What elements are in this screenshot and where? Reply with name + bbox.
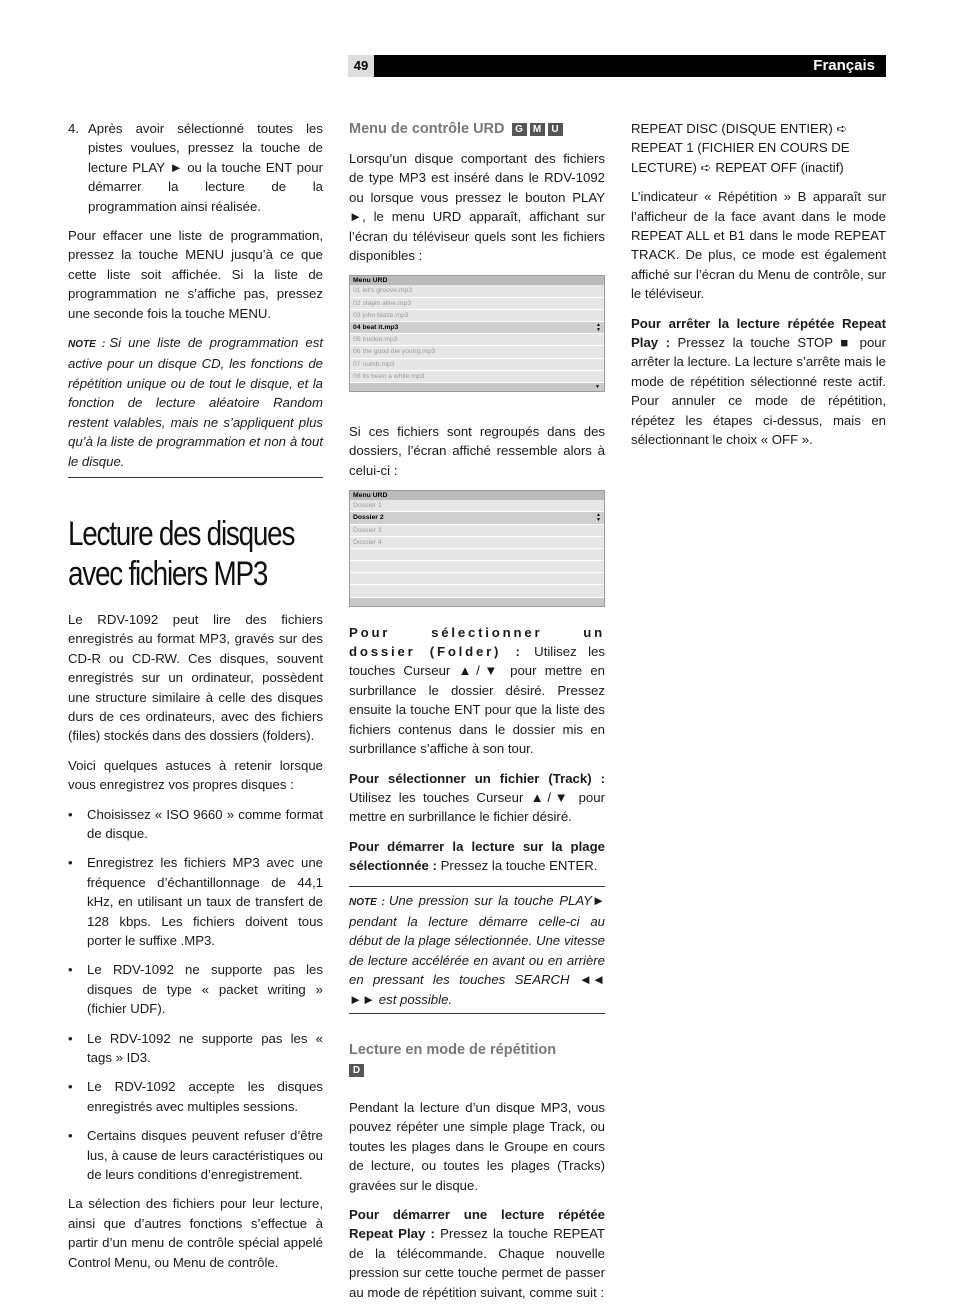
heading-urd-menu: Menu de contrôle URD G M U bbox=[349, 119, 605, 139]
paragraph-repeat-modes: REPEAT DISC (DISQUE ENTIER) ➪ REPEAT 1 (FICHIER EN COURS DE LECTURE) ➪ REPEAT OFF (inactif) bbox=[631, 121, 850, 175]
paragraph-repeat: Pendant la lecture d’un disque MP3, vous pouvez répéter une simple plage Track, ou toutes les plages dans le Groupe en cours de lecture, ou toutes les plages (Tracks) gravées sur le disque. bbox=[349, 1099, 605, 1193]
step-number: 4. bbox=[68, 121, 79, 136]
paragraph-indicator: L’indicateur « Répétition » B apparaît sur l’afficheur de la face avant dans le mode REPEAT ALL et B1 dans le mode REPEAT TRACK. De plus, ce mode est également affiché sur l’écran du Menu de contrôle, sur le téléviseur. bbox=[631, 189, 886, 302]
header-bar bbox=[348, 55, 886, 77]
screen-row: 05 truckin.mp3 bbox=[350, 334, 604, 346]
urd-screen-folders bbox=[349, 490, 605, 607]
note-text: Une pression sur la touche PLAY► pendant la lecture démarre celle-ci au début de la plage sélectionnée. Une vitesse de lecture accélérée en avant ou en arrière en pressant les touches SEARCH ◄◄ ►► est possible. bbox=[349, 892, 605, 1007]
paragraph-intro: Le RDV-1092 peut lire des fichiers enregistrés au format MP3, gravés sur des CD-R ou CD-RW. Ces disques, souvent enregistrés sur un ordinateur, possèdent une structure similaire à celle des disques durs de ces ordinateurs, avec des fichiers (files) stockés dans des dossiers (folders). bbox=[68, 611, 323, 744]
divider bbox=[349, 886, 605, 887]
screen-row-selected: Dossier 2 ▲ ▼ bbox=[350, 512, 604, 524]
urd-screen-files bbox=[349, 275, 605, 392]
column-right bbox=[631, 119, 886, 460]
badge-d: D bbox=[349, 1064, 364, 1077]
screen-row: 06 the good die young.mp3 bbox=[350, 346, 604, 358]
badge-g: G bbox=[512, 123, 527, 136]
scroll-arrows-icon: ▲ ▼ bbox=[596, 512, 601, 524]
step-text: Après avoir sélectionné toutes les pistes voulues, pressez la touche de lecture PLAY ► ou la touche ENT pour démarrer la lecture de la programmation ainsi réalisée. bbox=[88, 121, 323, 214]
language-label: Français bbox=[813, 57, 875, 74]
screen-row: 02 stayin alive.mp3 bbox=[350, 298, 604, 310]
screen-footer bbox=[350, 598, 604, 606]
screen-row: Dossier 4 bbox=[350, 537, 604, 549]
screen-row: Dossier 1 bbox=[350, 500, 604, 512]
scroll-arrows-icon: ▲ ▼ bbox=[596, 322, 601, 333]
paragraph-repeat-start: Pour démarrer une lecture répétée Repeat Play : Pressez la touche REPEAT de la télécommande. Chaque nouvelle pression sur cette touche permet de passer au mode de répétition suivant, comme suit : bbox=[349, 1207, 605, 1300]
screen-title: Menu URD bbox=[350, 491, 604, 500]
note-label: NOTE : bbox=[349, 896, 385, 908]
note-label: NOTE : bbox=[68, 339, 106, 351]
note-play bbox=[349, 891, 605, 1009]
paragraph-select-track: Pour sélectionner un fichier (Track) : Utilisez les touches Curseur ▲/▼ pour mettre en surbrillance le fichier désiré. bbox=[349, 770, 605, 825]
list-item: • Choisissez « ISO 9660 » comme format de disque. bbox=[68, 806, 323, 841]
screen-row: 08 its been a while.mp3 bbox=[350, 371, 604, 383]
list-item: • Le RDV-1092 accepte les disques enregistrés avec multiples sessions. bbox=[68, 1079, 323, 1114]
paragraph-folders: Si ces fichiers sont regroupés dans des dossiers, l’écran affiché ressemble alors à celui-ci : bbox=[349, 423, 605, 478]
paragraph-end: La sélection des fichiers pour leur lecture, ainsi que d’autres fonctions s’effectue à partir d’un menu de contrôle spécial appelé Control Menu, ou Menu de contrôle. bbox=[68, 1196, 323, 1270]
paragraph-urd: Lorsqu’un disque comportant des fichiers de type MP3 est inséré dans le RDV-1092 ou lorsque vous pressez le bouton PLAY ►, le menu URD apparaît, affichant sur l’écran du téléviseur quels sont les fichiers disponibles : bbox=[349, 151, 605, 264]
screen-row bbox=[350, 561, 604, 573]
screen-row bbox=[350, 549, 604, 561]
divider bbox=[68, 477, 323, 478]
badge-u: U bbox=[548, 123, 563, 136]
screen-row: 03 john blaze.mp3 bbox=[350, 310, 604, 322]
paragraph-tips: Voici quelques astuces à retenir lorsque vous enregistrez vos propres disques : bbox=[68, 757, 323, 793]
screen-row bbox=[350, 573, 604, 585]
column-left bbox=[68, 119, 323, 1282]
section-title: Lecture des disques avec fichiers MP3 bbox=[68, 514, 295, 593]
heading-repeat: Lecture en mode de répétition D bbox=[349, 1041, 557, 1076]
list-item: • Le RDV-1092 ne supporte pas les « tags » ID3. bbox=[68, 1030, 323, 1066]
list-item: • Certains disques peuvent refuser d’être lus, à cause de leurs caractéristiques ou de leurs conditions d’enregistrement. bbox=[68, 1128, 323, 1183]
paragraph-start-play: Pour démarrer la lecture sur la plage sélectionnée : Pressez la touche ENTER. bbox=[349, 838, 605, 874]
step-4 bbox=[68, 119, 323, 216]
screen-title: Menu URD bbox=[350, 276, 604, 285]
list-item: • Enregistrez les fichiers MP3 avec une fréquence d’échantillonnage de 44,1 kHz, en utilisant un taux de transfert de 128 kbps. Les fichiers doivent tous porter le suffixe .MP3. bbox=[68, 855, 323, 948]
screen-footer bbox=[350, 383, 604, 391]
page-number: 49 bbox=[348, 55, 374, 77]
screen-row-selected: 04 beat it.mp3 ▲ ▼ bbox=[350, 322, 604, 334]
note-text: Si une liste de programmation est active pour un disque CD, les fonctions de répétition unique ou de tout le disque, et la fonction de lecture aléatoire Random restent valables, mais ne s’appliquent plus qu’à la liste de programmation et non à tout le disque. bbox=[68, 335, 324, 469]
screen-row: Dossier 3 bbox=[350, 525, 604, 537]
screen-row: 01 let's groove.mp3 bbox=[350, 285, 604, 297]
badge-m: M bbox=[530, 123, 545, 136]
paragraph-stop-repeat: Pour arrêter la lecture répétée Repeat Play : Pressez la touche STOP ■ pour arrêter la lecture. La lecture s’arrête mais le mode de répétition sélectionné reste actif. Pour annuler ce mode de répétition, répétez les étapes ci-dessus, mais en sélectionnant le choix « OFF ». bbox=[631, 315, 887, 448]
paragraph-select-folder: Pour sélectionner un dossier (Folder) : Utilisez les touches Curseur ▲/▼ pour mettre en surbrillance le dossier désiré. Pressez ensuite la touche ENT pour que la liste des fichiers contenus dans le dossier mis en surbrillance s’affiche à son tour. bbox=[349, 624, 605, 757]
column-middle bbox=[349, 119, 605, 1312]
screen-row: 07 numb.mp3 bbox=[350, 359, 604, 371]
screen-row bbox=[350, 585, 604, 597]
paragraph-erase: Pour effacer une liste de programmation, pressez la touche MENU jusqu’à ce que cette liste soit affichée. Si la liste de programmation ne s’affiche pas, pressez une seconde fois la touche MENU. bbox=[68, 228, 323, 321]
note-program bbox=[68, 333, 323, 471]
divider bbox=[349, 1013, 605, 1014]
scroll-down-icon: ▼ bbox=[595, 383, 600, 390]
list-item: • Le RDV-1092 ne supporte pas les disques de type « packet writing » (fichier UDF). bbox=[68, 962, 323, 1017]
